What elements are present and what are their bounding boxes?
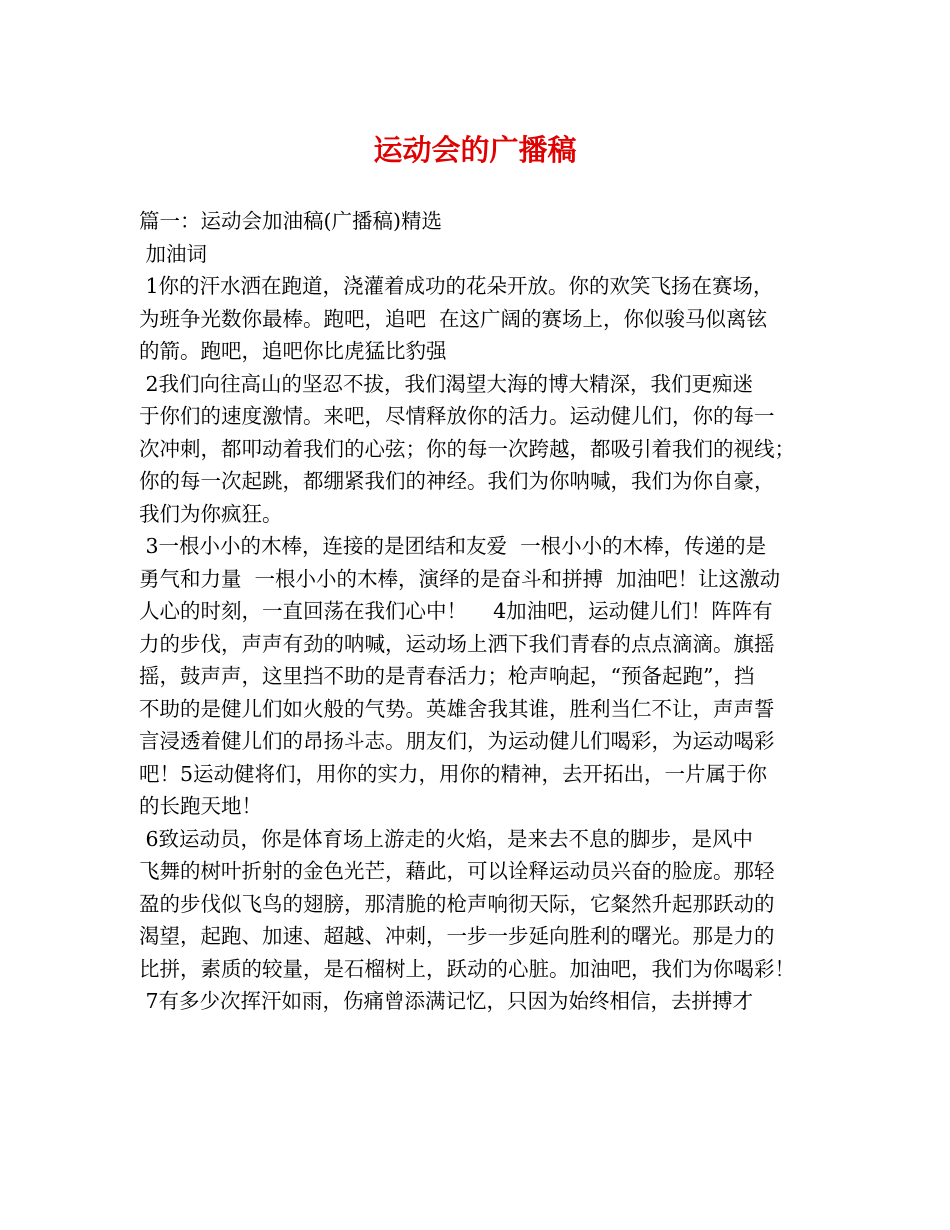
text-line: 为班争光数你最棒。跑吧，追吧 在这广阔的赛场上，你似骏马似离铉 (139, 306, 768, 331)
text-line: 我们为你疯狂。 (139, 501, 283, 526)
text-line: 盈的步伐似飞鸟的翅膀，那清脆的枪声响彻天际，它粲然升起那跃动的 (139, 891, 775, 916)
text-line: 比拼，素质的较量，是石榴树上，跃动的心脏。加油吧，我们为你喝彩！ (139, 956, 795, 981)
text-line: 篇一：运动会加油稿(广播稿)精选 (139, 209, 442, 233)
text-line: 渴望，起跑、加速、超越、冲刺，一步一步延向胜利的曙光。那是力的 (139, 924, 775, 948)
text-line: 飞舞的树叶折射的金色光芒，藉此，可以诠释运动员兴奋的脸庞。那轻 (139, 859, 775, 883)
text-line: 7有多少次挥汗如雨，伤痛曾添满记忆，只因为始终相信，去拼搏才 (139, 989, 754, 1013)
text-line: 加油词 (139, 241, 208, 266)
text-line: 于你们的速度激情。来吧，尽情释放你的活力。运动健儿们，你的每一 (139, 404, 775, 428)
text-line: 6致运动员，你是体育场上游走的火焰，是来去不息的脚步，是风中 (139, 826, 754, 851)
text-line: 3一根小小的木棒，连接的是团结和友爱 一根小小的木棒，传递的是 (139, 534, 767, 558)
document-title: 运动会的广播稿 (373, 133, 577, 167)
text-line: 力的步伐，声声有劲的呐喊，运动场上洒下我们青春的点点滴滴。旗摇 (139, 631, 775, 656)
text-line: 吧！5运动健将们，用你的实力，用你的精神，去开拓出，一片属于你 (139, 761, 768, 786)
text-line: 2我们向往高山的坚忍不拔，我们渴望大海的博大精深，我们更痴迷 (139, 371, 754, 396)
text-line: 的长跑天地！ (139, 794, 262, 818)
text-line: 勇气和力量 一根小小的木棒，演绎的是奋斗和拼搏 加油吧！让这激动 (139, 566, 781, 591)
text-line: 1你的汗水洒在跑道，浇灌着成功的花朵开放。你的欢笑飞扬在赛场， (139, 274, 774, 298)
text-line: 人心的时刻，一直回荡在我们心中！ 4加油吧，运动健儿们！阵阵有 (139, 599, 773, 623)
text-line: 次冲刺，都叩动着我们的心弦；你的每一次跨越，都吸引着我们的视线； (139, 436, 795, 461)
text-line: 言浸透着健儿们的昂扬斗志。朋友们，为运动健儿们喝彩，为运动喝彩 (139, 729, 775, 753)
text-line: 的箭。跑吧，追吧你比虎猛比豹强 (139, 339, 447, 363)
document-body (139, 205, 839, 1018)
text-line: 不助的是健儿们如火般的气势。英雄舍我其谁，胜利当仁不让，声声誓 (139, 696, 775, 721)
text-line: 你的每一次起跳，都绷紧我们的神经。我们为你呐喊，我们为你自豪， (139, 469, 775, 493)
text-line: 摇，鼓声声，这里挡不助的是青春活力；枪声响起，“预备起跑”，挡 (139, 664, 755, 688)
